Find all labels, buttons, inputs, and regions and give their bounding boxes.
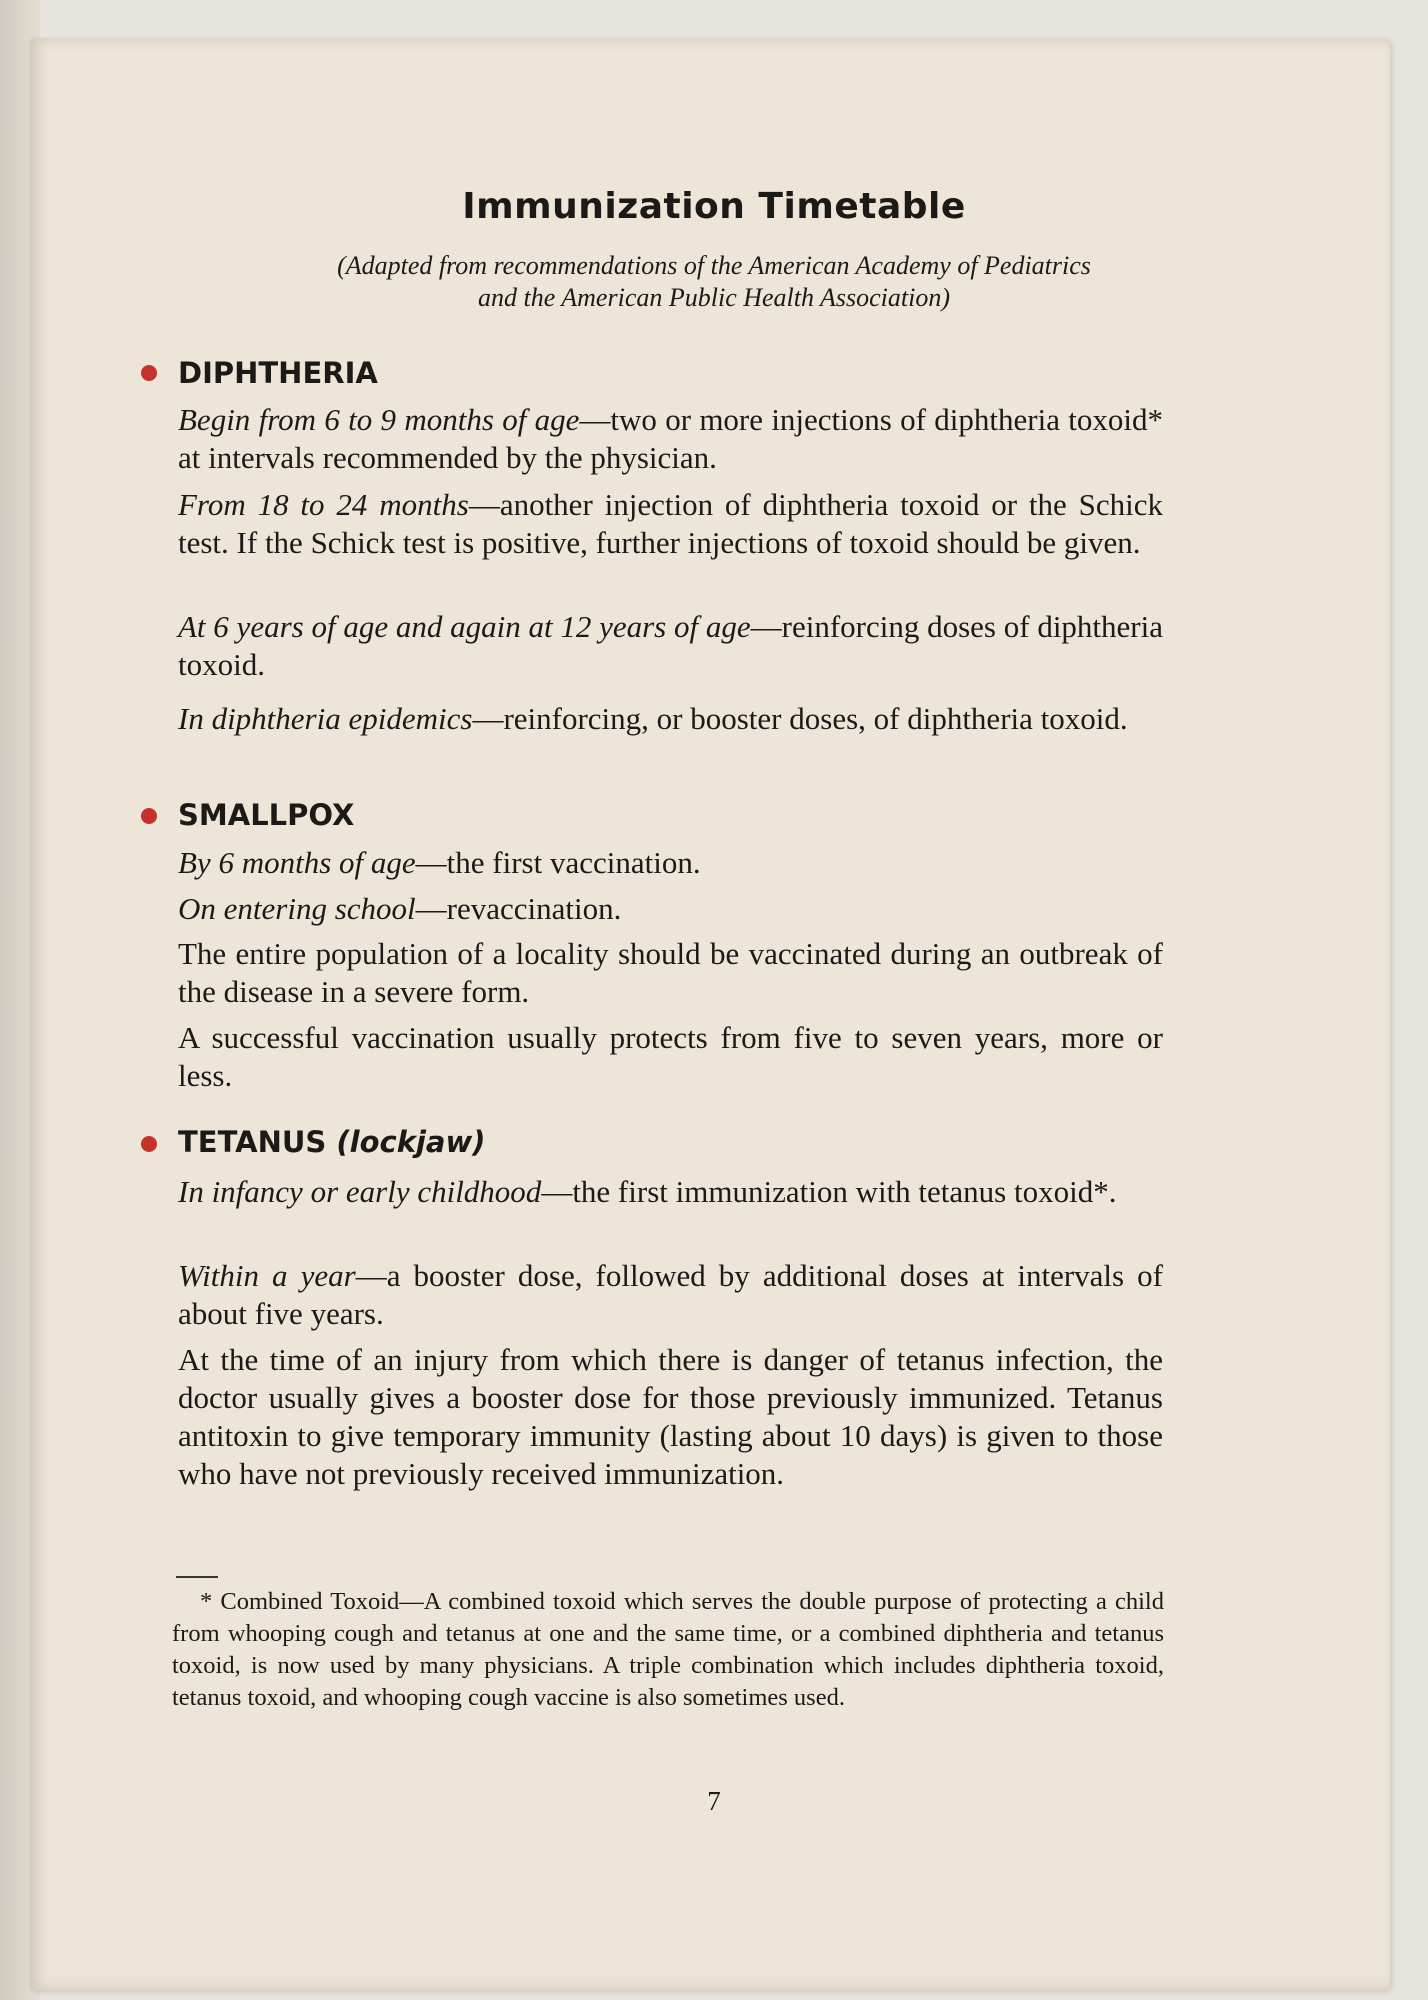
- subtitle-line-2: and the American Public Health Association): [477, 283, 951, 312]
- subtitle-line-1: (Adapted from recommendations of the American Academy of Pediatrics: [337, 251, 1091, 280]
- diphtheria-paragraph-1: Begin from 6 to 9 months of age—two or more injections of diphtheria toxoid* at intervals recommended by the physician.: [178, 402, 1163, 475]
- page-subtitle: [0, 250, 1428, 314]
- diphtheria-paragraph-2: From 18 to 24 months—another injection of diphtheria toxoid or the Schick test. If the Schick test is positive, further injections of toxoid should be given.: [178, 487, 1163, 560]
- tetanus-paragraph-3: At the time of an injury from which there is danger of tetanus infection, the doctor usually gives a booster dose for those previously immunized. Tetanus antitoxin to give temporary immunity (lasting about 10 days) is given to those who have not previously received immunization.: [178, 1342, 1163, 1491]
- diphtheria-paragraph-3: At 6 years of age and again at 12 years of age—reinforcing doses of diphtheria toxoid.: [178, 609, 1163, 682]
- red-bullet-icon: [141, 1136, 157, 1152]
- section-heading-tetanus: TETANUS (lockjaw): [178, 1125, 486, 1159]
- page-title: Immunization Timetable: [462, 186, 966, 227]
- smallpox-paragraph-3: The entire population of a locality should be vaccinated during an outbreak of the disease in a severe form.: [178, 936, 1163, 1009]
- tetanus-paragraph-1: In infancy or early childhood—the first immunization with tetanus toxoid*.: [178, 1174, 1117, 1209]
- page-number: 7: [707, 1786, 721, 1816]
- section-heading-smallpox: SMALLPOX: [178, 798, 355, 832]
- footnote-rule: [176, 1576, 218, 1578]
- smallpox-paragraph-2: On entering school—revaccination.: [178, 891, 622, 926]
- smallpox-paragraph-4: A successful vaccination usually protects from five to seven years, more or less.: [178, 1020, 1163, 1093]
- smallpox-paragraph-1: By 6 months of age—the first vaccination.: [178, 845, 701, 880]
- red-bullet-icon: [141, 808, 157, 824]
- diphtheria-paragraph-4: In diphtheria epidemics—reinforcing, or booster doses, of diphtheria toxoid.: [178, 701, 1128, 736]
- red-bullet-icon: [141, 365, 157, 381]
- footnote: * Combined Toxoid—A combined toxoid which serves the double purpose of protecting a child from whooping cough and tetanus at one and the same time, or a combined diphtheria and tetanus toxoid, is now used by many physicians. A triple combination which includes diphtheria toxoid, tetanus toxoid, and whooping cough vaccine is also sometimes used.: [172, 1588, 1164, 1711]
- section-heading-diphtheria: DIPHTHERIA: [178, 356, 378, 390]
- tetanus-paragraph-2: Within a year—a booster dose, followed by additional doses at intervals of about five years.: [178, 1258, 1163, 1331]
